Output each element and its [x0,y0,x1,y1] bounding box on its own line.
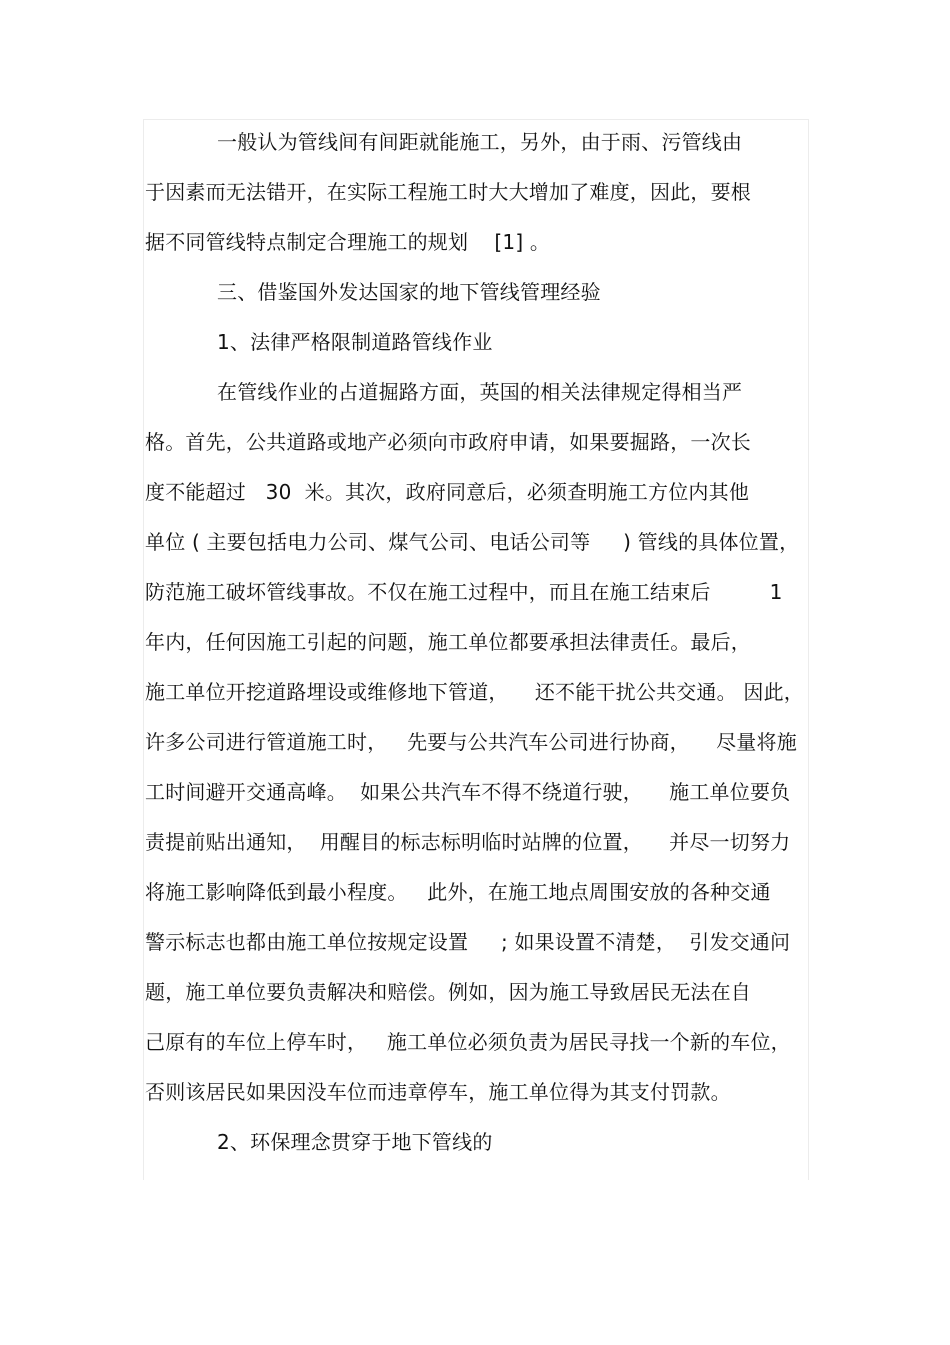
paragraph-line: 将施工影响降低到最小程度。 此外，在施工地点周围安放的各种交通 [145,880,771,904]
paragraph-line: 防范施工破坏管线事故。不仅在施工过程中，而且在施工结束后 1 [145,580,783,604]
paragraph-line: 警示标志也都由施工单位按规定设置 ; 如果设置不清楚， 引发交通问 [145,930,791,954]
paragraph-line: 许多公司进行管道施工时， 先要与公共汽车公司进行协商， 尽量将施 [145,730,797,754]
paragraph-line: 于因素而无法错开，在实际工程施工时大大增加了难度，因此，要根 [145,180,751,204]
paragraph-line: 年内，任何因施工引起的问题，施工单位都要承担法律责任。最后， [145,630,751,654]
paragraph-line: 据不同管线特点制定合理施工的规划 [1] 。 [145,230,551,254]
paragraph-line: 格。首先，公共道路或地产必须向市政府申请，如果要掘路，一次长 [145,430,751,454]
paragraph-line: 度不能超过 30 米。其次，政府同意后，必须查明施工方位内其他 [145,480,750,504]
paragraph-line: 施工单位开挖道路埋设或维修地下管道， 还不能干扰公共交通。 因此， [145,680,804,704]
section-heading: 三、借鉴国外发达国家的地下管线管理经验 [217,280,601,304]
paragraph-line: 一般认为管线间有间距就能施工，另外，由于雨、污管线由 [217,130,743,154]
paragraph-line: 在管线作业的占道掘路方面，英国的相关法律规定得相当严 [217,380,743,404]
subsection-heading: 2、环保理念贯穿于地下管线的 [217,1130,493,1154]
paragraph-line: 责提前贴出通知， 用醒目的标志标明临时站牌的位置， 并尽一切努力 [145,830,791,854]
paragraph-line: 己原有的车位上停车时， 施工单位必须负责为居民寻找一个新的车位， [145,1030,791,1054]
paragraph-line: 工时间避开交通高峰。 如果公共汽车不得不绕道行驶， 施工单位要负 [145,780,791,804]
paragraph-line: 单位 ( 主要包括电力公司、煤气公司、电话公司等 ) 管线的具体位置， [145,530,800,554]
paragraph-line: 否则该居民如果因没车位而违章停车，施工单位得为其支付罚款。 [145,1080,731,1104]
paragraph-line: 题，施工单位要负责解决和赔偿。例如，因为施工导致居民无法在自 [145,980,751,1004]
subsection-heading: 1、法律严格限制道路管线作业 [217,330,493,354]
